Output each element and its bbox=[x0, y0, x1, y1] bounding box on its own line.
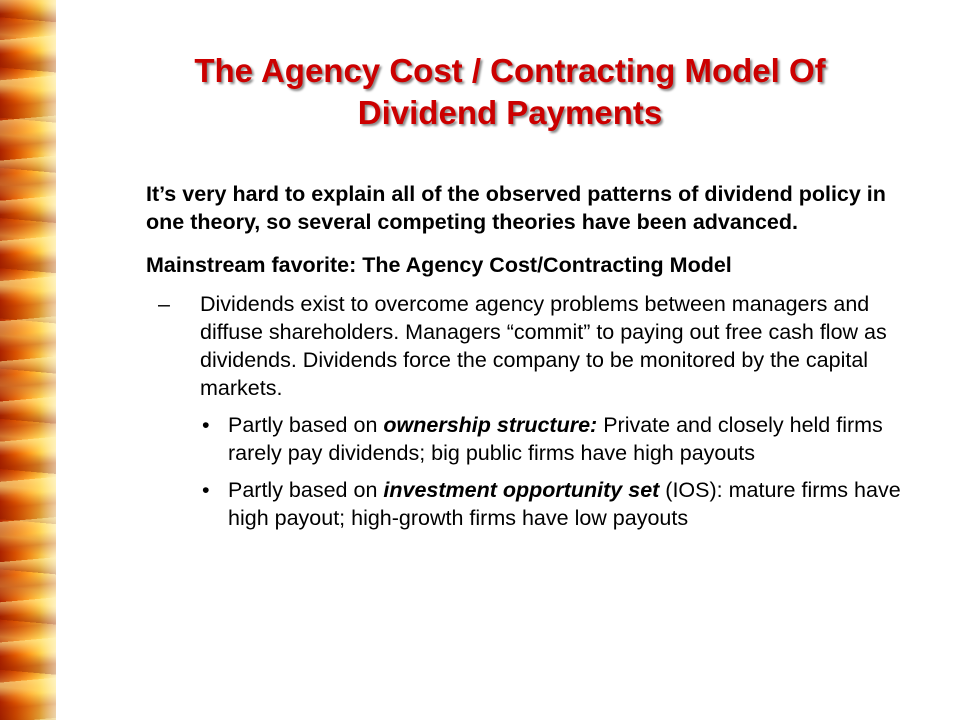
bullet-text bbox=[228, 411, 906, 467]
bullet-emphasis: investment opportunity set bbox=[383, 478, 660, 502]
sub-point-text: Dividends exist to overcome agency problems between managers and diffuse shareholders. Managers “commit” to paying out free cash flow as dividends. Dividends force the company to be monitored by the capital markets. bbox=[200, 292, 887, 400]
bullet-text bbox=[228, 476, 906, 532]
bullet-item-ios bbox=[202, 476, 906, 532]
bullet-lead: Partly based on bbox=[228, 478, 384, 502]
bullet-item-ownership bbox=[202, 411, 906, 467]
bullet-emphasis: ownership structure: bbox=[383, 413, 598, 437]
slide-body bbox=[146, 180, 906, 541]
bullet-rest: (IOS): mature firms have high payout; high-growth firms have low payouts bbox=[228, 478, 901, 530]
bullet-rest: Private and closely held firms rarely pay dividends; big public firms have high payouts bbox=[228, 413, 883, 465]
bullet-marker: • bbox=[202, 413, 210, 437]
slide-title-line-2: Dividend Payments bbox=[357, 94, 663, 131]
bullet-lead: Partly based on bbox=[228, 413, 384, 437]
bullet-marker: • bbox=[202, 478, 210, 502]
mainstream-heading: Mainstream favorite: The Agency Cost/Contracting Model bbox=[146, 253, 732, 277]
intro-paragraph: It’s very hard to explain all of the observed patterns of dividend policy in one theory, so several competing theories have been advanced. bbox=[146, 182, 886, 234]
slide-title-line-1: The Agency Cost / Contracting Model Of bbox=[194, 52, 826, 89]
dash-marker: – bbox=[158, 292, 170, 316]
flame-decoration-strip bbox=[0, 0, 56, 720]
slide-title bbox=[80, 50, 940, 134]
sub-point bbox=[158, 290, 906, 402]
